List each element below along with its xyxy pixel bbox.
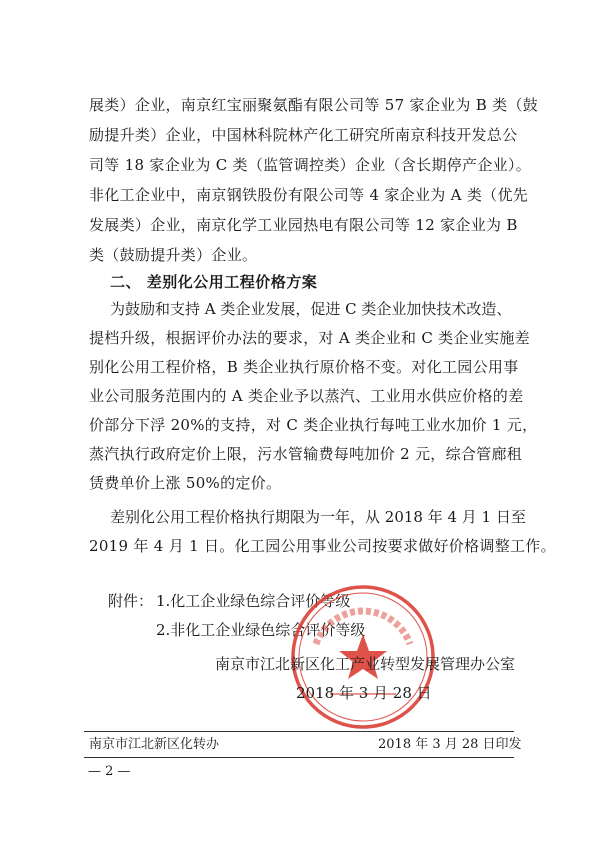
paragraph-line: 为鼓励和支持 A 类企业发展，促进 C 类企业加快技术改造、: [110, 300, 512, 318]
paragraph-line: 价部分下浮 20%的支持，对 C 类企业执行每吨工业水加价 1 元，: [89, 416, 538, 434]
footer-top-rule: [84, 731, 514, 732]
paragraph-line: 发展类）企业，南京化学工业园热电有限公司等 12 家企业为 B: [89, 216, 518, 234]
footer-bottom-rule: [84, 757, 514, 758]
paragraph-line: 蒸汽执行政府定价上限，污水管输费每吨加价 2 元，综合管廊租: [89, 445, 523, 463]
paragraph-line: 类（鼓励提升类）企业。: [89, 246, 258, 264]
issue-date: 2018 年 3 月 28 日: [296, 684, 432, 702]
paragraph-line: 2019 年 4 月 1 日。化工园公用事业公司按要求做好价格调整工作。: [89, 537, 556, 555]
attachments-label: 附件：: [108, 592, 154, 610]
section-heading: 二、 差别化公用工程价格方案: [110, 273, 318, 291]
paragraph-line: 司等 18 家企业为 C 类（监管调控类）企业（含长期停产企业）。: [89, 156, 532, 174]
page-number: — 2 —: [88, 764, 131, 779]
paragraph-line: 业公司服务范围内的 A 类企业予以蒸汽、工业用水供应价格的差: [89, 387, 524, 405]
paragraph-line: 赁费单价上涨 50%的定价。: [89, 474, 282, 492]
paragraph-line: 别化公用工程价格，B 类企业执行原价格不变。对化工园公用事: [89, 358, 519, 376]
footer-print-date: 2018 年 3 月 28 日印发: [378, 737, 522, 752]
paragraph-line: 展类）企业，南京红宝丽聚氨酯有限公司等 57 家企业为 B 类（鼓: [89, 96, 539, 114]
footer-issuer: 南京市江北新区化转办: [89, 737, 220, 752]
attachment-item: 2.非化工企业绿色综合评价等级: [156, 621, 366, 639]
issuing-office: 南京市江北新区化工产业转型发展管理办公室: [215, 655, 516, 673]
paragraph-line: 差别化公用工程价格执行期限为一年，从 2018 年 4 月 1 日至: [110, 508, 526, 526]
paragraph-line: 励提升类）企业，中国林科院林产化工研究所南京科技开发总公: [89, 126, 518, 144]
paragraph-line: 非化工企业中，南京钢铁股份有限公司等 4 家企业为 A 类（优先: [89, 186, 529, 204]
attachment-item: 1.化工企业绿色综合评价等级: [156, 592, 351, 610]
paragraph-line: 提档升级，根据评价办法的要求，对 A 类企业和 C 类企业实施差: [89, 329, 530, 347]
